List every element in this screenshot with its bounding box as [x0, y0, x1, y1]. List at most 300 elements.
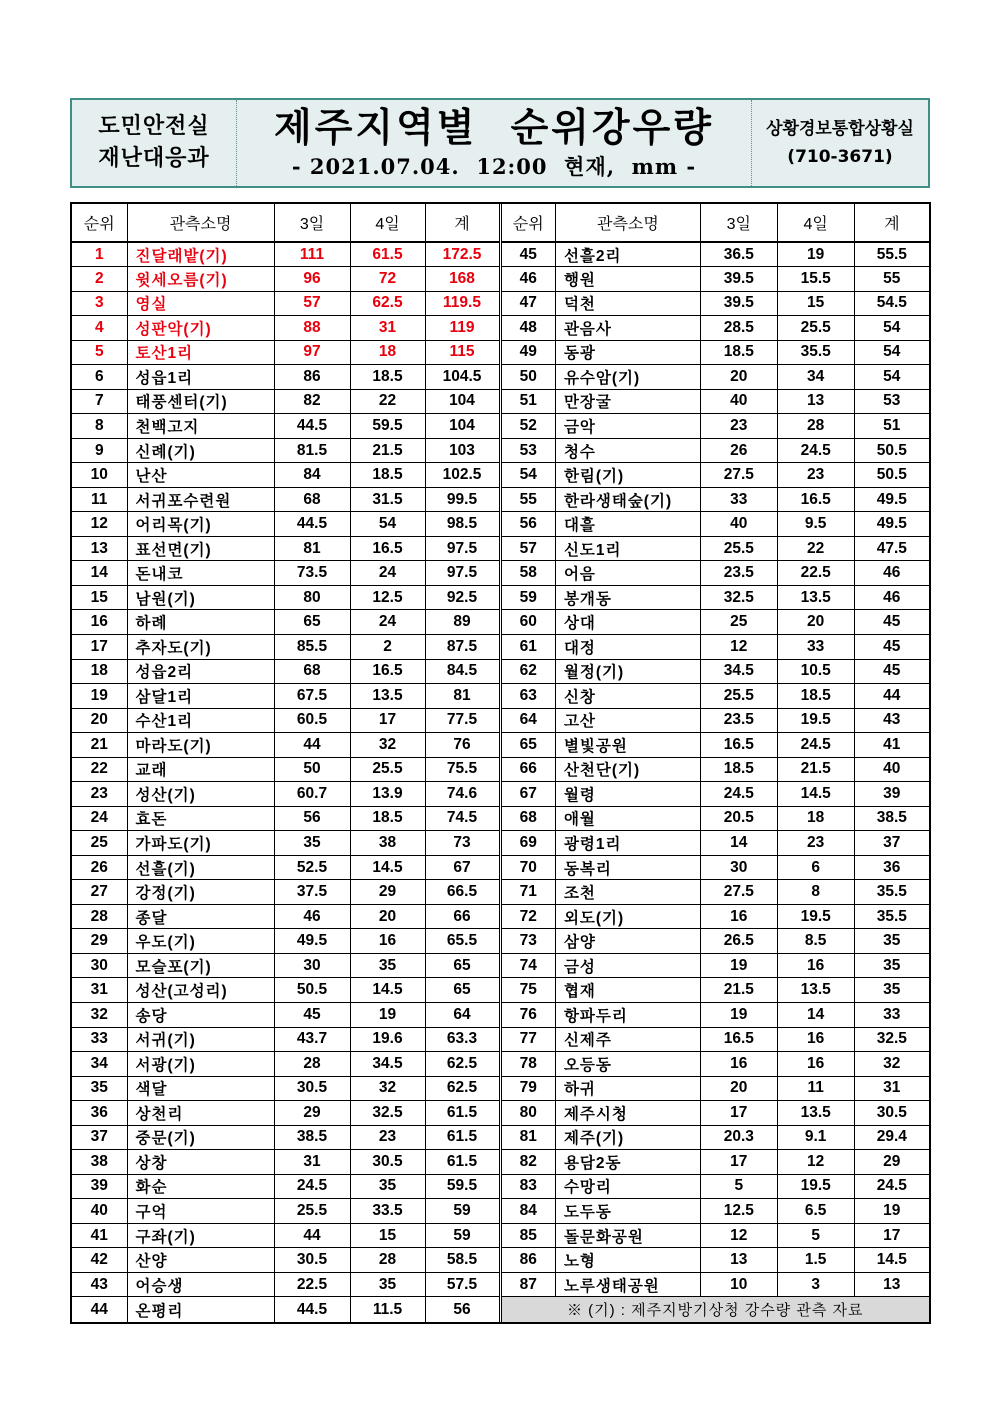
table-row: [72, 585, 500, 610]
day4-cell: 14.5: [350, 855, 425, 880]
station-cell: 천백고지: [127, 414, 274, 439]
rank-cell: 61: [502, 635, 556, 660]
station-cell: 한림(기): [555, 463, 700, 488]
table-row: [72, 806, 500, 831]
table-row: [502, 487, 930, 512]
day3-cell: 40: [700, 389, 777, 414]
day3-cell: 28: [274, 1052, 350, 1077]
table-row: [72, 1297, 500, 1322]
rank-cell: 11: [72, 487, 127, 512]
table-row: [502, 1199, 930, 1224]
table-row: [72, 635, 500, 660]
day3-cell: 30: [700, 855, 777, 880]
station-cell: 서귀포수련원: [127, 487, 274, 512]
station-cell: 토산1리: [127, 340, 274, 365]
table-row: [502, 1002, 930, 1027]
total-cell: 75.5: [425, 757, 500, 782]
note-row: [502, 1297, 930, 1322]
station-cell: 돌문화공원: [555, 1223, 700, 1248]
station-cell: 윗세오름(기): [127, 267, 274, 292]
table-row: [72, 782, 500, 807]
day4-cell: 18.5: [777, 684, 854, 709]
day3-cell: 37.5: [274, 880, 350, 905]
rank-cell: 41: [72, 1223, 127, 1248]
total-cell: 29.4: [854, 1125, 929, 1150]
rank-cell: 84: [502, 1199, 556, 1224]
day3-cell: 45: [274, 1002, 350, 1027]
table-row: [72, 1223, 500, 1248]
day4-cell: 31.5: [350, 487, 425, 512]
station-cell: 선흘2리: [555, 242, 700, 267]
table-row: [502, 684, 930, 709]
day4-cell: 17: [350, 708, 425, 733]
total-cell: 55: [854, 267, 929, 292]
rank-cell: 42: [72, 1248, 127, 1273]
day3-cell: 16.5: [700, 1027, 777, 1052]
day4-cell: 16: [777, 1052, 854, 1077]
rank-cell: 65: [502, 733, 556, 758]
station-cell: 외도(기): [555, 904, 700, 929]
station-cell: 중문(기): [127, 1125, 274, 1150]
day3-cell: 28.5: [700, 316, 777, 341]
day3-cell: 23.5: [700, 561, 777, 586]
rank-cell: 53: [502, 438, 556, 463]
rank-cell: 13: [72, 536, 127, 561]
col-total: 계: [854, 204, 929, 242]
day3-cell: 29: [274, 1101, 350, 1126]
table-row: [502, 1150, 930, 1175]
day3-cell: 33: [700, 487, 777, 512]
day4-cell: 16: [777, 1027, 854, 1052]
total-cell: 54: [854, 365, 929, 390]
total-cell: 32.5: [854, 1027, 929, 1052]
day3-cell: 43.7: [274, 1027, 350, 1052]
rank-cell: 75: [502, 978, 556, 1003]
day4-cell: 20: [777, 610, 854, 635]
total-cell: 66: [425, 904, 500, 929]
total-cell: 62.5: [425, 1052, 500, 1077]
station-cell: 제주시청: [555, 1101, 700, 1126]
day4-cell: 23: [777, 463, 854, 488]
table-row: [502, 1027, 930, 1052]
total-cell: 89: [425, 610, 500, 635]
total-cell: 58.5: [425, 1248, 500, 1273]
rank-cell: 23: [72, 782, 127, 807]
rank-cell: 34: [72, 1052, 127, 1077]
rank-cell: 87: [502, 1272, 556, 1297]
col-station: 관측소명: [555, 204, 700, 242]
day3-cell: 25.5: [274, 1199, 350, 1224]
day3-cell: 32.5: [700, 585, 777, 610]
station-cell: 남원(기): [127, 585, 274, 610]
total-cell: 104: [425, 389, 500, 414]
day3-cell: 5: [700, 1174, 777, 1199]
day4-cell: 34.5: [350, 1052, 425, 1077]
table-row: [502, 1223, 930, 1248]
day4-cell: 59.5: [350, 414, 425, 439]
station-cell: 구억: [127, 1199, 274, 1224]
table-row: [72, 708, 500, 733]
day4-cell: 33: [777, 635, 854, 660]
rank-cell: 60: [502, 610, 556, 635]
total-cell: 168: [425, 267, 500, 292]
department-line-1: 도민안전실: [98, 114, 210, 139]
station-cell: 교래: [127, 757, 274, 782]
rank-cell: 52: [502, 414, 556, 439]
rank-cell: 33: [72, 1027, 127, 1052]
rank-cell: 44: [72, 1297, 127, 1322]
station-cell: 화순: [127, 1174, 274, 1199]
total-cell: 98.5: [425, 512, 500, 537]
table-row: [72, 880, 500, 905]
station-cell: 구좌(기): [127, 1223, 274, 1248]
day3-cell: 18.5: [700, 340, 777, 365]
station-cell: 월정(기): [555, 659, 700, 684]
total-cell: 54: [854, 316, 929, 341]
day3-cell: 20: [700, 1076, 777, 1101]
rank-cell: 62: [502, 659, 556, 684]
day4-cell: 19.5: [777, 904, 854, 929]
rank-cell: 79: [502, 1076, 556, 1101]
total-cell: 77.5: [425, 708, 500, 733]
station-cell: 산양: [127, 1248, 274, 1273]
table-row: [502, 953, 930, 978]
rank-cell: 80: [502, 1101, 556, 1126]
day4-cell: 18: [350, 340, 425, 365]
day3-cell: 25.5: [700, 684, 777, 709]
table-row: [502, 365, 930, 390]
total-cell: 104: [425, 414, 500, 439]
rank-cell: 43: [72, 1272, 127, 1297]
total-cell: 50.5: [854, 438, 929, 463]
day3-cell: 24.5: [700, 782, 777, 807]
table-row: [72, 757, 500, 782]
day4-cell: 22.5: [777, 561, 854, 586]
day4-cell: 61.5: [350, 242, 425, 267]
table-row: [72, 463, 500, 488]
table-row: [72, 929, 500, 954]
day4-cell: 13: [777, 389, 854, 414]
station-cell: 어승생: [127, 1272, 274, 1297]
table-row: [72, 316, 500, 341]
station-cell: 성산(고성리): [127, 978, 274, 1003]
station-cell: 수망리: [555, 1174, 700, 1199]
day4-cell: 21.5: [777, 757, 854, 782]
total-cell: 14.5: [854, 1248, 929, 1273]
station-cell: 한라생태숲(기): [555, 487, 700, 512]
station-cell: 용담2동: [555, 1150, 700, 1175]
table-row: [502, 438, 930, 463]
table-row: [502, 978, 930, 1003]
station-cell: 서귀(기): [127, 1027, 274, 1052]
col-day4: 4일: [777, 204, 854, 242]
station-cell: 종달: [127, 904, 274, 929]
rank-cell: 22: [72, 757, 127, 782]
station-cell: 마라도(기): [127, 733, 274, 758]
day3-cell: 24.5: [274, 1174, 350, 1199]
total-cell: 61.5: [425, 1150, 500, 1175]
day4-cell: 16.5: [350, 659, 425, 684]
day3-cell: 27.5: [700, 880, 777, 905]
rank-cell: 10: [72, 463, 127, 488]
rank-cell: 2: [72, 267, 127, 292]
station-cell: 항파두리: [555, 1002, 700, 1027]
table-row: [502, 1272, 930, 1297]
table-row: [72, 561, 500, 586]
total-cell: 97.5: [425, 536, 500, 561]
day4-cell: 19.5: [777, 1174, 854, 1199]
col-total: 계: [425, 204, 500, 242]
day3-cell: 80: [274, 585, 350, 610]
total-cell: 30.5: [854, 1101, 929, 1126]
rank-cell: 56: [502, 512, 556, 537]
table-row: [72, 733, 500, 758]
day4-cell: 24: [350, 610, 425, 635]
table-row: [502, 782, 930, 807]
table-row: [72, 1125, 500, 1150]
station-cell: 추자도(기): [127, 635, 274, 660]
table-row: [502, 316, 930, 341]
rank-cell: 86: [502, 1248, 556, 1273]
station-cell: 태풍센터(기): [127, 389, 274, 414]
rank-cell: 29: [72, 929, 127, 954]
day4-cell: 1.5: [777, 1248, 854, 1273]
table-row: [72, 1027, 500, 1052]
total-cell: 46: [854, 585, 929, 610]
total-cell: 37: [854, 831, 929, 856]
day4-cell: 72: [350, 267, 425, 292]
rank-cell: 45: [502, 242, 556, 267]
total-cell: 92.5: [425, 585, 500, 610]
station-cell: 삼달1리: [127, 684, 274, 709]
station-cell: 노형: [555, 1248, 700, 1273]
day3-cell: 35: [274, 831, 350, 856]
rank-cell: 81: [502, 1125, 556, 1150]
station-cell: 상창: [127, 1150, 274, 1175]
table-row: [502, 708, 930, 733]
station-cell: 돈내코: [127, 561, 274, 586]
station-cell: 성판악(기): [127, 316, 274, 341]
total-cell: 35: [854, 953, 929, 978]
rank-cell: 54: [502, 463, 556, 488]
day4-cell: 16: [350, 929, 425, 954]
day3-cell: 38.5: [274, 1125, 350, 1150]
day3-cell: 10: [700, 1272, 777, 1297]
day3-cell: 44: [274, 733, 350, 758]
day4-cell: 19: [350, 1002, 425, 1027]
table-row: [72, 487, 500, 512]
day3-cell: 65: [274, 610, 350, 635]
station-cell: 신제주: [555, 1027, 700, 1052]
table-row: [502, 1125, 930, 1150]
table-row: [72, 1248, 500, 1273]
day3-cell: 30: [274, 953, 350, 978]
day4-cell: 16.5: [350, 536, 425, 561]
rank-cell: 83: [502, 1174, 556, 1199]
rank-cell: 31: [72, 978, 127, 1003]
day3-cell: 49.5: [274, 929, 350, 954]
day4-cell: 35: [350, 953, 425, 978]
day4-cell: 16: [777, 953, 854, 978]
day3-cell: 68: [274, 659, 350, 684]
day3-cell: 86: [274, 365, 350, 390]
station-cell: 오등동: [555, 1052, 700, 1077]
day3-cell: 73.5: [274, 561, 350, 586]
table-row: [72, 659, 500, 684]
day3-cell: 44.5: [274, 1297, 350, 1322]
day4-cell: 12: [777, 1150, 854, 1175]
day3-cell: 50.5: [274, 978, 350, 1003]
rank-cell: 35: [72, 1076, 127, 1101]
total-cell: 44: [854, 684, 929, 709]
station-cell: 산천단(기): [555, 757, 700, 782]
day3-cell: 12.5: [700, 1199, 777, 1224]
day3-cell: 12: [700, 635, 777, 660]
station-cell: 진달래밭(기): [127, 242, 274, 267]
total-cell: 54: [854, 340, 929, 365]
table-row: [502, 267, 930, 292]
total-cell: 67: [425, 855, 500, 880]
table-row: [502, 340, 930, 365]
day4-cell: 22: [350, 389, 425, 414]
table-row: [502, 757, 930, 782]
day3-cell: 57: [274, 291, 350, 316]
station-cell: 광령1리: [555, 831, 700, 856]
table-row: [502, 880, 930, 905]
rank-cell: 12: [72, 512, 127, 537]
rank-cell: 15: [72, 585, 127, 610]
station-cell: 애월: [555, 806, 700, 831]
total-cell: 35: [854, 978, 929, 1003]
table-row: [72, 1076, 500, 1101]
station-cell: 동복리: [555, 855, 700, 880]
total-cell: 74.5: [425, 806, 500, 831]
day4-cell: 20: [350, 904, 425, 929]
table-row: [502, 733, 930, 758]
day3-cell: 39.5: [700, 291, 777, 316]
station-cell: 하례: [127, 610, 274, 635]
rank-cell: 4: [72, 316, 127, 341]
day4-cell: 3: [777, 1272, 854, 1297]
day3-cell: 36.5: [700, 242, 777, 267]
station-cell: 성읍1리: [127, 365, 274, 390]
footnote: ※ (기) : 제주지방기상청 강수량 관측 자료: [502, 1297, 930, 1322]
day4-cell: 8: [777, 880, 854, 905]
table-row: [72, 953, 500, 978]
station-cell: 성읍2리: [127, 659, 274, 684]
day3-cell: 30.5: [274, 1248, 350, 1273]
office-name: 상황경보통합상황실: [766, 119, 914, 139]
rank-cell: 74: [502, 953, 556, 978]
day3-cell: 111: [274, 242, 350, 267]
station-cell: 관음사: [555, 316, 700, 341]
rank-cell: 69: [502, 831, 556, 856]
department-line-2: 재난대응과: [98, 146, 210, 171]
station-cell: 효돈: [127, 806, 274, 831]
day4-cell: 15: [777, 291, 854, 316]
total-cell: 17: [854, 1223, 929, 1248]
table-row: [72, 1052, 500, 1077]
day3-cell: 22.5: [274, 1272, 350, 1297]
day4-cell: 11.5: [350, 1297, 425, 1322]
day4-cell: 15: [350, 1223, 425, 1248]
rank-cell: 27: [72, 880, 127, 905]
table-row: [72, 267, 500, 292]
day3-cell: 60.7: [274, 782, 350, 807]
day3-cell: 56: [274, 806, 350, 831]
total-cell: 49.5: [854, 512, 929, 537]
day3-cell: 25.5: [700, 536, 777, 561]
total-cell: 45: [854, 610, 929, 635]
day3-cell: 82: [274, 389, 350, 414]
day4-cell: 34: [777, 365, 854, 390]
col-rank: 순위: [502, 204, 556, 242]
station-cell: 우도(기): [127, 929, 274, 954]
station-cell: 신창: [555, 684, 700, 709]
day4-cell: 9.1: [777, 1125, 854, 1150]
table-row: [502, 659, 930, 684]
rank-cell: 18: [72, 659, 127, 684]
table-row: [72, 512, 500, 537]
day3-cell: 60.5: [274, 708, 350, 733]
table-row: [72, 831, 500, 856]
day3-cell: 16: [700, 904, 777, 929]
rank-cell: 9: [72, 438, 127, 463]
page-title: 제주지역별 순위강우량: [274, 106, 714, 151]
total-cell: 81: [425, 684, 500, 709]
day3-cell: 46: [274, 904, 350, 929]
station-cell: 강정(기): [127, 880, 274, 905]
day4-cell: 14.5: [777, 782, 854, 807]
total-cell: 172.5: [425, 242, 500, 267]
total-cell: 56: [425, 1297, 500, 1322]
table-row: [72, 1174, 500, 1199]
table-row: [72, 365, 500, 390]
day4-cell: 18.5: [350, 463, 425, 488]
day4-cell: 14: [777, 1002, 854, 1027]
day3-cell: 26: [700, 438, 777, 463]
table-row: [72, 1150, 500, 1175]
total-cell: 45: [854, 635, 929, 660]
day4-cell: 2: [350, 635, 425, 660]
station-cell: 조천: [555, 880, 700, 905]
day4-cell: 32: [350, 1076, 425, 1101]
table-row: [502, 904, 930, 929]
table-row: [502, 1174, 930, 1199]
rank-cell: 51: [502, 389, 556, 414]
table-row: [502, 242, 930, 267]
day4-cell: 19.6: [350, 1027, 425, 1052]
total-cell: 35.5: [854, 880, 929, 905]
day3-cell: 31: [274, 1150, 350, 1175]
rank-cell: 48: [502, 316, 556, 341]
station-cell: 상대: [555, 610, 700, 635]
day4-cell: 25.5: [350, 757, 425, 782]
total-cell: 59: [425, 1223, 500, 1248]
day3-cell: 20.5: [700, 806, 777, 831]
total-cell: 65: [425, 978, 500, 1003]
day3-cell: 19: [700, 953, 777, 978]
day4-cell: 5: [777, 1223, 854, 1248]
table-header-row: [72, 204, 500, 242]
total-cell: 64: [425, 1002, 500, 1027]
table-row: [72, 904, 500, 929]
total-cell: 38.5: [854, 806, 929, 831]
rank-cell: 47: [502, 291, 556, 316]
day3-cell: 20: [700, 365, 777, 390]
total-cell: 32: [854, 1052, 929, 1077]
total-cell: 61.5: [425, 1125, 500, 1150]
